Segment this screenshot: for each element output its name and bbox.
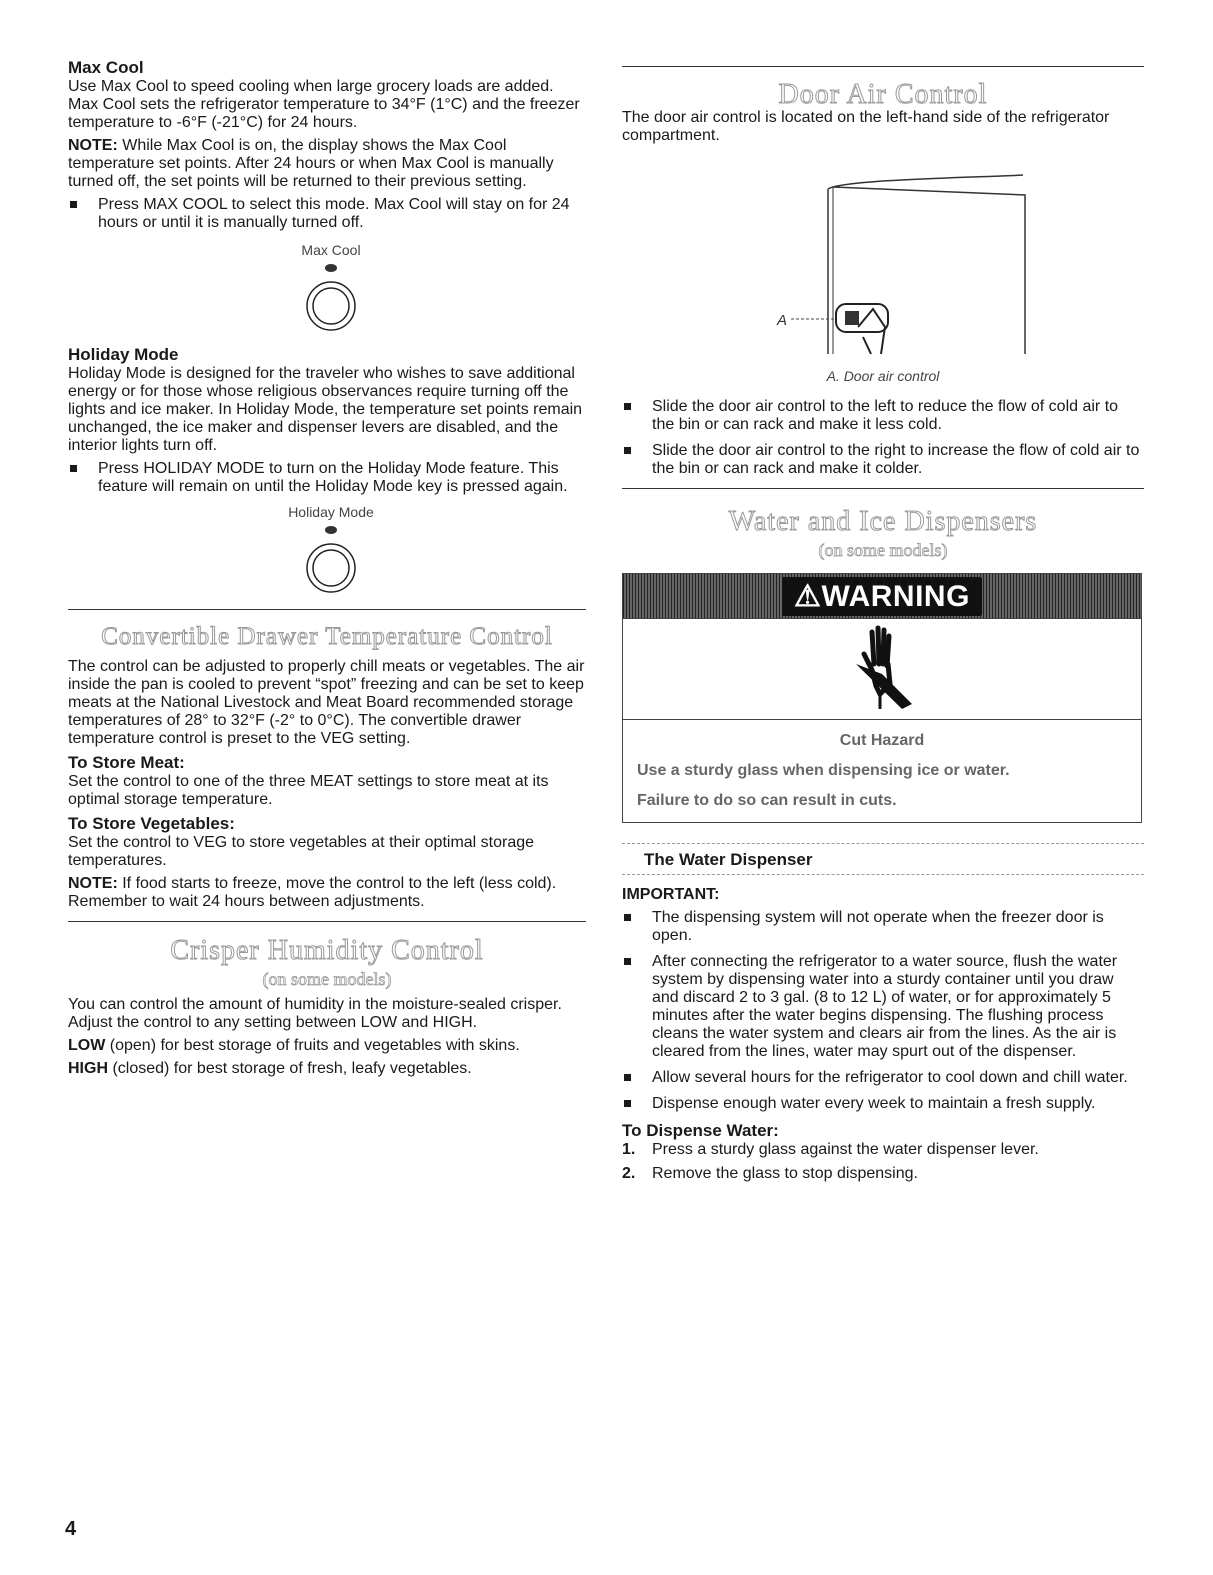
dashed-divider (622, 874, 1144, 875)
convertible-intro: The control can be adjusted to properly chill meats or vegetables. The air inside the pan is cooled to prevent “spot” freezing and can be set to keep meats at the National Livestock and Meat Board recommended storage temperatures of 28° to 32°F (-2° to 0°C). The convertible drawer temperature control is preset to the VEG setting. (68, 658, 585, 747)
max-cool-note (68, 137, 586, 191)
dispense-water-heading: To Dispense Water: (622, 1121, 779, 1140)
warning-pictogram (623, 618, 1141, 719)
bullet-text: The dispensing system will not operate when the freezer door is open. (652, 909, 1104, 944)
section-divider (622, 488, 1144, 489)
max-cool-button-label: Max Cool (301, 242, 361, 258)
warning-box (622, 573, 1142, 823)
water-bullets (622, 909, 1144, 1113)
section-divider (68, 921, 586, 922)
water-bullet-2 (622, 953, 1144, 1061)
bullet-square (624, 958, 631, 965)
bullet-text: Slide the door air control to the right to increase the flow of cold air to the bin or can rack and make it colder. (652, 442, 1140, 477)
note-label: NOTE: (68, 875, 118, 892)
bullet-square (624, 403, 631, 410)
max-cool-button-icon (291, 258, 371, 334)
low-label: LOW (68, 1037, 106, 1054)
low-text: (open) for best storage of fruits and vegetables with skins. (105, 1037, 520, 1054)
store-meat-text: Set the control to one of the three MEAT settings to store meat at its optimal storage temperature. (68, 773, 549, 808)
water-bullet-4 (622, 1095, 1144, 1113)
dispensers-subtitle: (on some models) (818, 540, 948, 560)
bullet-square (70, 465, 77, 472)
step-number: 1. (622, 1141, 636, 1158)
refrigerator-door-illustration (733, 159, 1033, 359)
bullet-square (624, 1100, 631, 1107)
crisper-subtitle: (on some models) (262, 969, 392, 989)
dispensers-title: Water and Ice Dispensers (728, 506, 1038, 537)
crisper-high (68, 1060, 586, 1078)
warning-line-1: Use a sturdy glass when dispensing ice or water. (637, 762, 1010, 779)
water-bullet-3 (622, 1069, 1144, 1087)
note-label: NOTE: (68, 137, 118, 154)
left-column (68, 58, 586, 1083)
warning-header (623, 574, 1141, 618)
bullet-text: After connecting the refrigerator to a water source, flush the water system by dispensing water into a sturdy container until you draw and discard 2 to 3 gal. (8 to 12 L) of water, or for approximately 5 minutes after the water begins dispensing. The flushing process cleans the water system and clears air from the lines. As the air is cleared from the lines, water may spurt out of the dispenser. (652, 953, 1118, 1060)
door-air-figure (622, 159, 1144, 384)
note-text: While Max Cool is on, the display shows the Max Cool temperature set points. After 24 hours or when Max Cool is manually turned off, the set points will be returned to their previous setting. (68, 137, 554, 190)
convertible-drawer-title: Convertible Drawer Temperature Control (101, 623, 553, 650)
bullet-text: Slide the door air control to the left to reduce the flow of cold air to the bin or can rack and make it less cold. (652, 398, 1119, 433)
holiday-button-icon (291, 520, 371, 596)
max-cool-heading: Max Cool (68, 58, 144, 77)
bullet-text: Press MAX COOL to select this mode. Max Cool will stay on for 24 hours or until it is manually turned off. (98, 196, 570, 231)
max-cool-intro: Use Max Cool to speed cooling when large grocery loads are added. Max Cool sets the refrigerator temperature to 34°F (1°C) and the freezer temperature to -6°F (-21°C) for 24 hours. (68, 78, 580, 131)
cut-hand-icon (842, 624, 922, 714)
step-2 (622, 1165, 1144, 1183)
important-label: IMPORTANT: (622, 886, 720, 903)
callout-a: A (777, 312, 788, 329)
max-cool-bullet (68, 196, 586, 232)
warning-line-2: Failure to do so can result in cuts. (637, 792, 897, 809)
store-veg-text: Set the control to VEG to store vegetables at their optimal storage temperatures. (68, 834, 535, 869)
step-1 (622, 1141, 1144, 1159)
door-air-bullet-2 (622, 442, 1144, 478)
bullet-square (624, 447, 631, 454)
door-air-intro: The door air control is located on the left-hand side of the refrigerator compartment. (622, 109, 1110, 144)
holiday-figure (68, 504, 586, 601)
holiday-mode-heading: Holiday Mode (68, 345, 179, 364)
holiday-button-label: Holiday Mode (288, 504, 374, 520)
water-dispenser-heading: The Water Dispenser (644, 850, 813, 869)
bullet-text: Allow several hours for the refrigerator to cool down and chill water. (652, 1069, 1128, 1086)
store-veg-heading: To Store Vegetables: (68, 814, 235, 833)
holiday-bullet (68, 460, 586, 496)
crisper-intro: You can control the amount of humidity in the moisture-sealed crisper. Adjust the control to any setting between LOW and HIGH. (68, 996, 562, 1031)
bullet-text: Press HOLIDAY MODE to turn on the Holiday Mode feature. This feature will remain on until the Holiday Mode key is pressed again. (98, 460, 568, 495)
convertible-note (68, 875, 586, 911)
door-air-bullet-1 (622, 398, 1144, 434)
holiday-intro: Holiday Mode is designed for the traveler who wishes to save additional energy or for those whose religious observances require turning off the lights and ice maker. In Holiday Mode, the temperature set points remain unchanged, the ice maker and dispenser levers are disabled, and the interior lights turn off. (68, 365, 583, 454)
warning-hazard: Cut Hazard (839, 732, 925, 749)
step-text: Press a sturdy glass against the water dispenser lever. (652, 1141, 1039, 1158)
high-label: HIGH (68, 1060, 108, 1077)
crisper-low (68, 1037, 586, 1055)
crisper-title: Crisper Humidity Control (170, 935, 484, 966)
door-air-title: Door Air Control (778, 79, 988, 110)
note-text: If food starts to freeze, move the control to the left (less cold). Remember to wait 24 hours between adjustments. (68, 875, 557, 910)
max-cool-figure (68, 242, 586, 339)
door-air-caption: A. Door air control (826, 368, 940, 384)
bullet-square (624, 914, 631, 921)
store-meat-heading: To Store Meat: (68, 753, 185, 772)
bullet-square (624, 1074, 631, 1081)
page-number: 4 (65, 1518, 77, 1540)
section-divider (622, 66, 1144, 67)
step-text: Remove the glass to stop dispensing. (652, 1165, 918, 1182)
warning-text (623, 719, 1141, 822)
high-text: (closed) for best storage of fresh, leafy vegetables. (108, 1060, 472, 1077)
right-column (622, 66, 1144, 1189)
warning-label: ⚠WARNING (782, 577, 982, 616)
bullet-text: Dispense enough water every week to maintain a fresh supply. (652, 1095, 1096, 1112)
step-number: 2. (622, 1165, 636, 1182)
water-bullet-1 (622, 909, 1144, 945)
section-divider (68, 609, 586, 610)
bullet-square (70, 201, 77, 208)
